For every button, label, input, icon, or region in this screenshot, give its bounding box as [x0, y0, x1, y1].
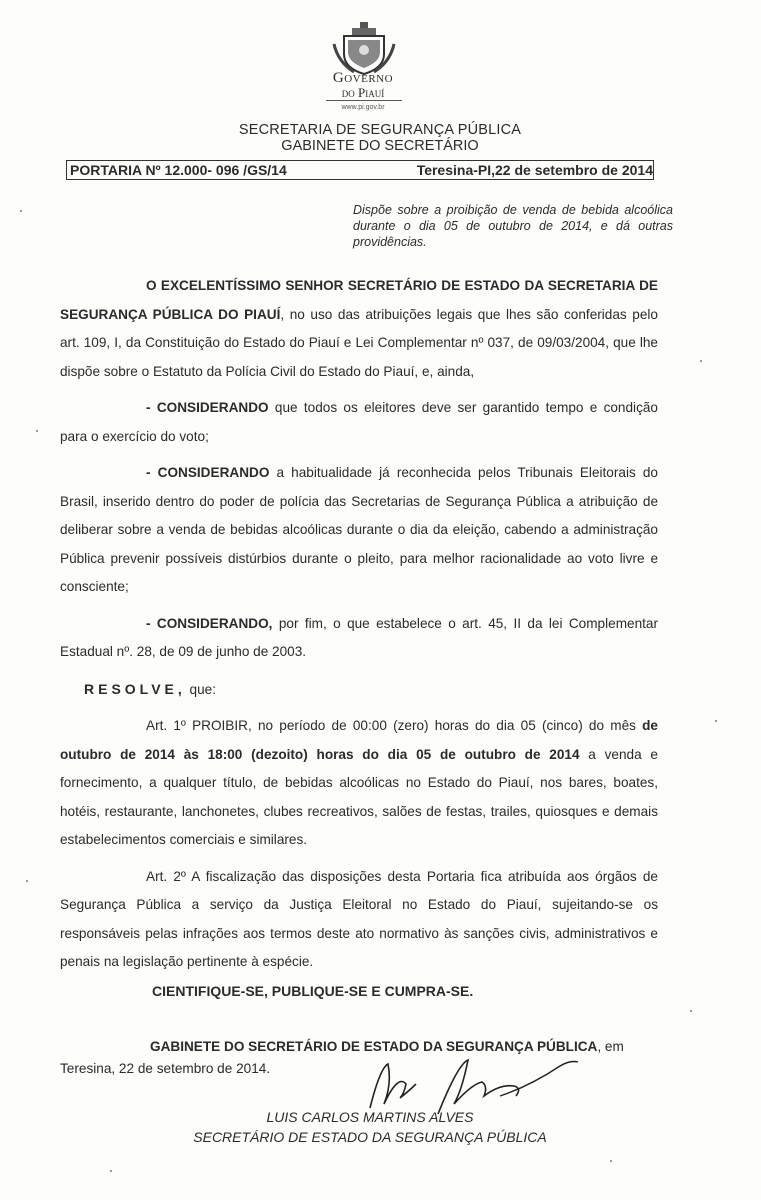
- article-1-period: de outubro de 2014 às 18:00 (dezoito) horas do dia 05 de outubro de 2014: [60, 718, 658, 762]
- considerando-3-text: por fim, o que estabelece o art. 45, II da lei Complementar Estadual nº. 28, de 09 de junho de 2003.: [60, 615, 659, 659]
- scan-speck: [26, 880, 28, 882]
- resolve-tail: que:: [185, 681, 216, 697]
- state-coat-of-arms-icon: [330, 20, 398, 76]
- considerando-2: [60, 459, 658, 602]
- scan-speck: [20, 210, 22, 212]
- gabinete-name: GABINETE DO SECRETÁRIO DE ESTADO DA SEGURANÇA PÚBLICA: [150, 1039, 598, 1054]
- gabinete-date: Teresina, 22 de setembro de 2014.: [60, 1061, 271, 1076]
- resolve-heading: RESOLVE,: [84, 680, 186, 697]
- intro-text: , no uso das atribuições legais que lhes são conferidas pelo art. 109, I, da Constituição do Estado do Piauí e Lei Complementar nº 037, de 09/03/2004, que lhe dispõe sobre o Estatuto da Polícia Civil do Estado do Piauí, e, ainda,: [60, 306, 658, 379]
- resolve-line: [60, 675, 658, 705]
- article-2: [60, 863, 658, 977]
- scan-speck: [610, 1160, 612, 1162]
- considerando-3: [60, 610, 658, 667]
- article-2-text: A fiscalização das disposições desta Portaria fica atribuída aos órgãos de Segurança Pública a serviço da Justiça Eleitoral no Estado do Piauí, sujeitando-se os responsáveis pelas infrações aos termos deste ato normativo às sanções civis, administrativos e penais na legislação pertinente à espécie.: [60, 868, 658, 969]
- article-1: [60, 712, 658, 855]
- state-name: do Piauí: [341, 85, 385, 100]
- scan-speck: [110, 1170, 112, 1172]
- article-1-text-a: PROIBIR, no período de 00:00 (zero) horas do dia 05 (cinco) do mês: [185, 718, 643, 733]
- considerando-1: [60, 394, 658, 451]
- considerando-1-text: que todos os eleitores deve ser garantido tempo e condição para o exercício do voto;: [60, 400, 658, 444]
- scan-speck: [700, 360, 702, 362]
- signer-name: LUIS CARLOS MARTINS ALVES: [266, 1109, 474, 1125]
- scan-speck: [36, 430, 38, 432]
- portaria-date: Teresina-PI,22 de setembro de 2014: [416, 162, 653, 178]
- intro-heading: O EXCELENTÍSSIMO SENHOR SECRETÁRIO DE ESTADO DA SECRETARIA DE SEGURANÇA PÚBLICA DO PIAUÍ: [60, 278, 658, 322]
- letterhead-divider: [326, 100, 402, 101]
- scan-speck: [690, 1010, 692, 1012]
- considerando-1-label: - CONSIDERANDO: [146, 400, 269, 415]
- considerando-2-label: - CONSIDERANDO: [146, 465, 270, 480]
- considerando-2-text: a habitualidade já reconhecida pelos Tribunais Eleitorais do Brasil, inserido dentro do poder de polícia das Secretarias de Segurança Pública a atribuição de deliberar sobre a venda de bebidas alcoólicas durante o dia da eleição, cabendo a administração Pública prevenir possíveis distúrbios durante o pleito, para melhor racionalidade ao voto livre e consciente;: [60, 465, 658, 594]
- article-1-label: Art. 1º: [146, 718, 186, 733]
- signer-title: SECRETÁRIO DE ESTADO DA SEGURANÇA PÚBLICA: [193, 1129, 547, 1145]
- gabinete-line: [60, 1036, 658, 1058]
- considerando-3-label: - CONSIDERANDO,: [146, 615, 273, 631]
- government-url: www.pi.gov.br: [341, 104, 385, 111]
- scan-speck: [715, 720, 717, 722]
- ementa-summary: Dispõe sobre a proibição de venda de bebida alcoólica durante o dia 05 de outubro de 2014, e dá outras providências.: [353, 203, 673, 249]
- cabinet-subtitle: GABINETE DO SECRETÁRIO: [281, 138, 479, 154]
- intro-paragraph: [60, 272, 658, 386]
- article-2-label: Art. 2º: [146, 868, 186, 884]
- portaria-number: PORTARIA Nº 12.000- 096 /GS/14: [70, 162, 287, 178]
- gabinete-suffix: , em: [597, 1039, 624, 1054]
- secretariat-title: SECRETARIA DE SEGURANÇA PÚBLICA: [238, 122, 522, 138]
- article-1-text-b: a venda e fornecimento, a qualquer título, de bebidas alcoólicas no Estado do Piauí, nos bares, boates, hotéis, restaurante, lanchonetes, clubes recreativos, salões de festas, trailes, quiosques e demais estabelecimentos comerciais e similares.: [60, 746, 658, 847]
- closing-formula: CIENTIFIQUE-SE, PUBLIQUE-SE E CUMPRA-SE.: [152, 983, 474, 999]
- signer-block: [160, 1107, 580, 1147]
- document-body: [60, 272, 658, 985]
- government-name: Governo: [332, 70, 394, 86]
